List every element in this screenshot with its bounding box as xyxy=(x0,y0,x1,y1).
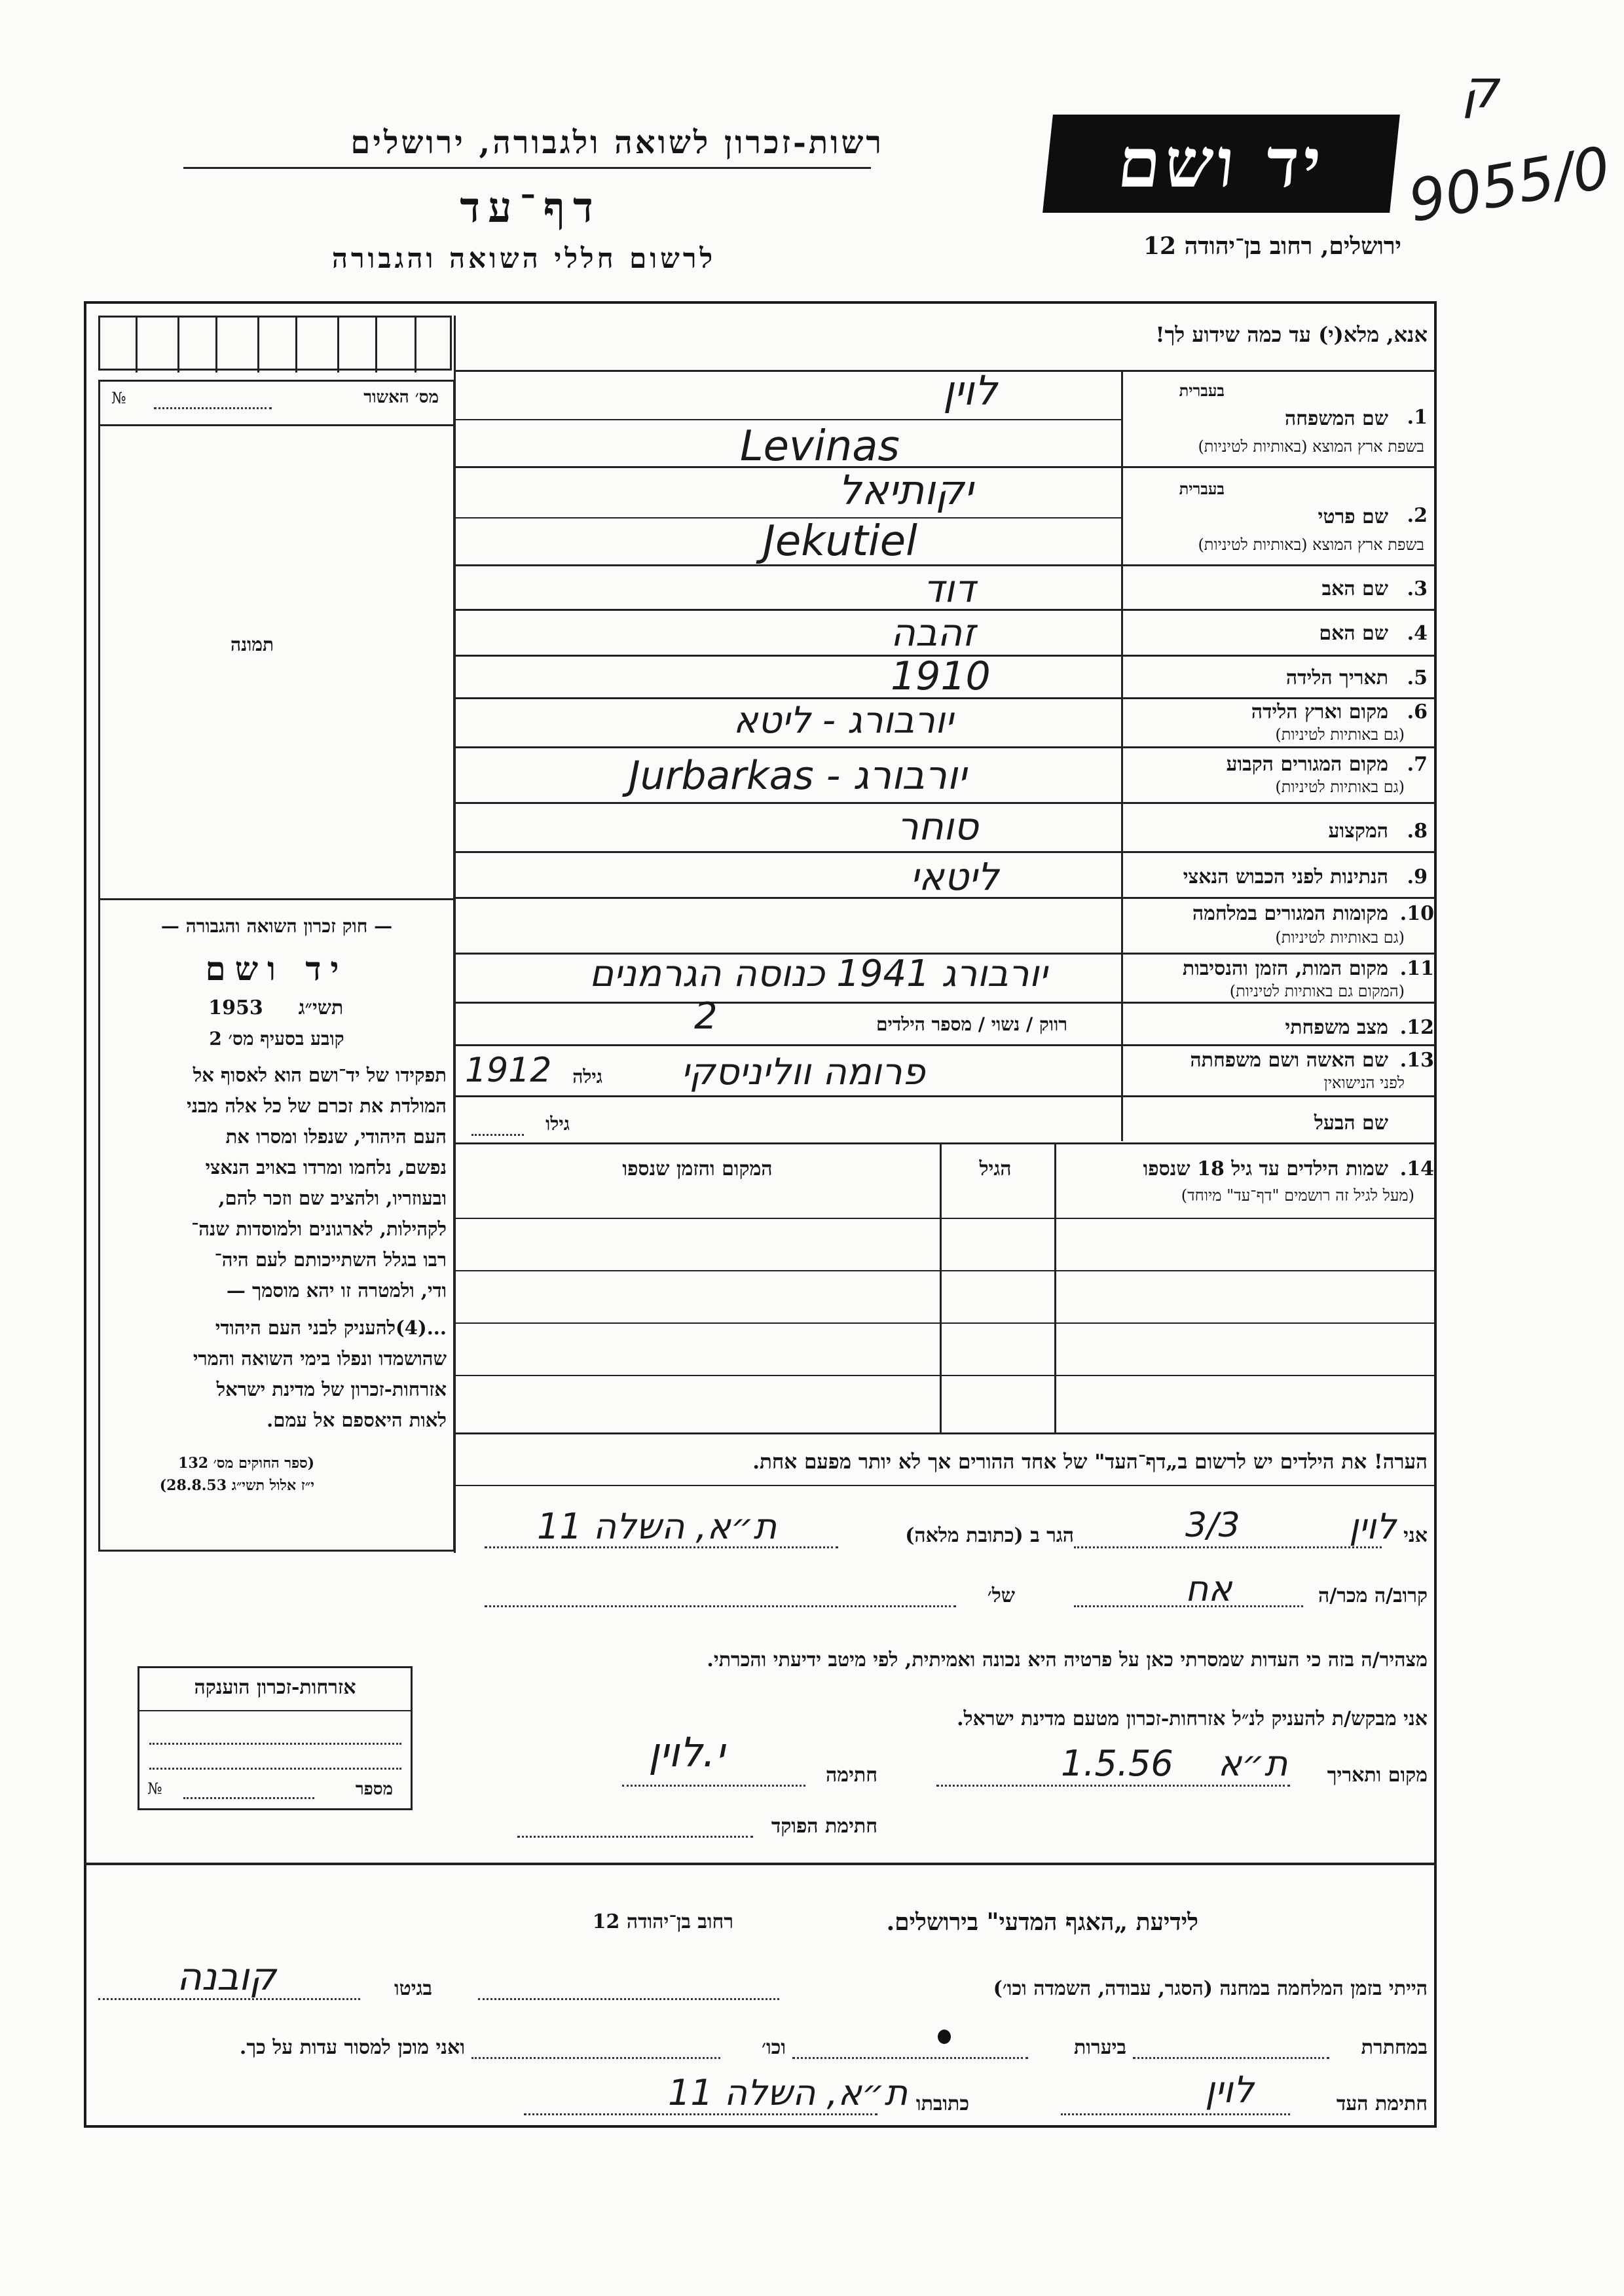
field-13-value[interactable]: פרומה ווליניסקי xyxy=(681,1051,925,1093)
children-col-age: הגיל xyxy=(979,1157,1012,1180)
field-10-sub: (גם באותיות לטיניות) xyxy=(1275,928,1405,947)
field-2-hebrew-tag: בעברית xyxy=(1179,479,1225,498)
witness-address-label: כתובתו xyxy=(915,2092,969,2115)
etc-label: וכו׳ xyxy=(762,2036,786,2059)
children-col-place: המקום והזמן שנספו xyxy=(622,1157,773,1180)
signature-label: חתימה xyxy=(826,1764,877,1787)
field-12-label: מצב משפחתי xyxy=(1285,1016,1388,1039)
field-3-label: שם האב xyxy=(1321,577,1388,600)
field-9-label: הנתינות לפני הכבוש הנאצי xyxy=(1183,866,1388,888)
authority-name: רשות-זכרון לשואה ולגבורה, ירושלים xyxy=(350,124,884,161)
field-3-num: 3. xyxy=(1407,577,1428,600)
children-num: 14. xyxy=(1399,1157,1434,1180)
field-7-sub: (גם באותיות לטיניות) xyxy=(1275,778,1405,796)
field-11-num: 11. xyxy=(1399,957,1434,980)
field-13-age-value[interactable]: 1912 xyxy=(465,1051,552,1090)
field-1-hebrew-tag: בעברית xyxy=(1179,381,1225,400)
form-title: דף־עד xyxy=(460,183,601,232)
declaration-text: מצהיר/ה בזה כי העדות שמסרתי כאן על פרטיה היא נכונה ואמיתית, לפי מיטב ידיעתי והכרתי. xyxy=(707,1649,1428,1671)
corner-mark: ק xyxy=(1462,59,1499,120)
ink-dot xyxy=(938,2030,951,2044)
children-sub: (מעל לגיל זה רושמים "דף־עד" מיוחד) xyxy=(1181,1186,1414,1205)
header-address: ירושלים, רחוב בן־יהודה 12 xyxy=(1143,232,1401,260)
field-12-num: 12. xyxy=(1399,1016,1434,1039)
field-6-label: מקום וארץ הלידה xyxy=(1251,701,1388,723)
husband-label: שם הבעל xyxy=(1314,1112,1388,1135)
field-4-label: שם האם xyxy=(1319,622,1388,645)
declarant-name[interactable]: לוין xyxy=(1349,1506,1397,1547)
approval-no: № xyxy=(111,389,126,407)
field-13-age-label: גילה xyxy=(572,1066,602,1087)
logo-text: יד ושם xyxy=(1114,122,1329,203)
declarant-i-label: אני xyxy=(1403,1524,1428,1547)
field-1-value-heb[interactable]: לוין xyxy=(943,367,997,414)
field-9-num: 9. xyxy=(1407,866,1428,888)
field-7-label: מקום המגורים הקבוע xyxy=(1226,753,1388,776)
field-5-value[interactable]: 1910 xyxy=(891,653,991,699)
declarant-residing-label: הגר ב (כתובת מלאה) xyxy=(905,1524,1074,1547)
law-line: אזרחות-זכרון של מדינת ישראל xyxy=(216,1378,447,1400)
forests-label: ביערות xyxy=(1073,2036,1126,2059)
field-6-sub: (גם באותיות לטיניות) xyxy=(1275,725,1405,744)
field-7-value[interactable]: Jurbarkas - יורבורג xyxy=(629,753,967,799)
field-4-value[interactable]: זהבה xyxy=(891,610,976,655)
top-cells xyxy=(98,316,452,371)
field-11-value[interactable]: יורבורג 1941 כנוסה הגרמנים xyxy=(589,953,1048,995)
law-line: לאות היאספם אל עמם. xyxy=(267,1409,447,1431)
declarant-address[interactable]: ת״א, השלה 11 xyxy=(537,1506,777,1547)
husband-age-label: גילו xyxy=(545,1113,570,1135)
field-8-label: המקצוע xyxy=(1328,820,1388,843)
law-line: העם היהודי, שנפלו ומסרו את xyxy=(225,1125,447,1148)
law-line: המולדת את זכרם של כל אלה מבני xyxy=(187,1095,447,1117)
info-address: רחוב בן־יהודה 12 xyxy=(592,1910,733,1933)
hideout-label: במחתרת xyxy=(1361,2036,1428,2059)
field-11-label: מקום המות, הזמן והנסיבות xyxy=(1182,957,1388,980)
witness-signature-value[interactable]: לוין xyxy=(1205,2069,1254,2111)
citizenship-box-title: אזרחות-זכרון הוענקה xyxy=(194,1676,356,1699)
relative-label: קרוב/ה מכר/ה xyxy=(1318,1584,1428,1607)
citizenship-number-label: מספר xyxy=(355,1779,393,1799)
law-year-heb: תשי״ג xyxy=(298,996,344,1019)
signature-value[interactable]: י.לוין xyxy=(648,1728,725,1776)
place-value[interactable]: ת״א xyxy=(1218,1743,1288,1784)
field-1-sub: בשפת ארץ המוצא (באותיות לטיניות) xyxy=(1198,437,1424,456)
field-10-label: מקומות המגורים במלחמה xyxy=(1192,902,1388,925)
ghetto-label: בגיטו xyxy=(394,1977,432,2000)
field-2-num: 2. xyxy=(1407,504,1428,527)
instruction-text: אנא, מלא(י) עד כמה שידוע לך! xyxy=(1155,322,1428,347)
field-2-value-lat[interactable]: Jekutiel xyxy=(763,517,917,566)
law-line: רבו בגלל השתייכותם לעם היה־ xyxy=(214,1248,447,1271)
field-13-sub: לפני הנישואין xyxy=(1323,1074,1405,1092)
note-text: הערה! את הילדים יש לרשום ב„דף־העד" של אחד ההורים אך לא יותר מפעם אחת. xyxy=(752,1450,1428,1474)
law-title: — חוק זכרון השואה והגבורה — xyxy=(160,915,393,937)
declarant-id[interactable]: 3/3 xyxy=(1185,1506,1240,1545)
field-1-label: שם המשפחה xyxy=(1284,407,1388,430)
field-7-num: 7. xyxy=(1407,753,1428,776)
law-line: לקהילות, לארגונים ולמוסדות שנה־ xyxy=(191,1218,447,1240)
field-9-value[interactable]: ליטאי xyxy=(910,854,999,899)
approval-label: מס׳ האשור xyxy=(363,388,439,407)
law-year: 1953 xyxy=(208,996,263,1019)
file-number: 9055/0 xyxy=(1403,133,1615,236)
field-6-value[interactable]: יורבורג - ליטא xyxy=(733,699,953,742)
law-line: נפשם, נלחמו ומרדו באויב הנאצי xyxy=(205,1156,447,1178)
field-4-num: 4. xyxy=(1407,622,1428,645)
field-12-value[interactable]: 2 xyxy=(694,995,718,1038)
field-6-num: 6. xyxy=(1407,701,1428,723)
children-title: שמות הילדים עד גיל 18 שנספו xyxy=(1143,1157,1388,1180)
field-11-sub: (המקום גם באותיות לטיניות) xyxy=(1229,982,1405,1000)
law-line: שהושמדו ונפלו בימי השואה והמרי xyxy=(193,1347,447,1370)
field-3-value[interactable]: דוד xyxy=(923,566,976,611)
field-5-label: תאריך הלידה xyxy=(1285,666,1388,689)
law-line: ובעוזריו, ולהציב שם וזכר להם, xyxy=(218,1187,447,1209)
field-10-num: 10. xyxy=(1399,902,1434,925)
law-line: ...(4)להעניק לבני העם היהודי xyxy=(215,1317,447,1339)
relative-of-label: של׳ xyxy=(987,1584,1015,1607)
law-line: ודי, ולמטרה זו יהא מוסמך — xyxy=(226,1279,447,1302)
law-clause: קובע בסעיף מס׳ 2 xyxy=(209,1028,344,1049)
field-2-sub: בשפת ארץ המוצא (באותיות לטיניות) xyxy=(1198,536,1424,554)
form-subtitle: לרשום חללי השואה והגבורה xyxy=(331,242,716,274)
ready-label: ואני מוכן למסור עדות על כך. xyxy=(239,2036,465,2059)
field-12-status-options: רווק / נשוי / מספר הילדים xyxy=(876,1013,1067,1035)
ghetto-value[interactable]: קובנה xyxy=(177,1954,276,1999)
yad-vashem-logo xyxy=(1043,115,1400,213)
citizenship-number-no: № xyxy=(147,1779,162,1798)
field-8-value[interactable]: סוחר xyxy=(897,804,979,848)
relative-value[interactable]: אח xyxy=(1185,1568,1232,1609)
photo-label: תמונה xyxy=(230,634,274,655)
field-2-value-heb[interactable]: יקותיאל xyxy=(838,466,974,514)
field-1-value-lat[interactable]: Levinas xyxy=(740,422,900,471)
info-line1: הייתי בזמן המלחמה במחנה (הסגר, עבודה, השמדה וכו׳) xyxy=(993,1977,1428,2000)
field-5-num: 5. xyxy=(1407,666,1428,689)
law-ref-1: (ספר החוקים מס׳ 132 xyxy=(178,1455,314,1472)
witness-address-value[interactable]: ת״א, השלה 11 xyxy=(668,2072,908,2113)
field-13-num: 13. xyxy=(1399,1049,1434,1072)
field-13-label: שם האשה ושם משפחתה xyxy=(1190,1049,1388,1072)
field-2-label: שם פרטי xyxy=(1318,505,1388,528)
field-8-num: 8. xyxy=(1407,820,1428,843)
date-value[interactable]: 1.5.56 xyxy=(1061,1743,1173,1784)
info-title: לידיעת „האגף המדעי" בירושלים. xyxy=(886,1908,1198,1936)
field-1-num: 1. xyxy=(1407,406,1428,429)
place-date-label: מקום ותאריך xyxy=(1327,1764,1428,1787)
law-line: תפקידו של יד־ושם הוא לאסוף אל xyxy=(193,1064,447,1086)
law-ref-2: י״ז אלול תשי״ג 28.8.53) xyxy=(159,1477,314,1494)
official-signature-label: חתימת הפוקד xyxy=(771,1815,877,1838)
request-text: אני מבקש/ת להעניק לנ״ל אזרחות-זכרון מטעם מדינת ישראל. xyxy=(957,1707,1428,1730)
law-org: יד ושם xyxy=(205,949,348,988)
authority-underline xyxy=(183,167,871,169)
witness-signature-label: חתימת העד xyxy=(1336,2092,1428,2115)
